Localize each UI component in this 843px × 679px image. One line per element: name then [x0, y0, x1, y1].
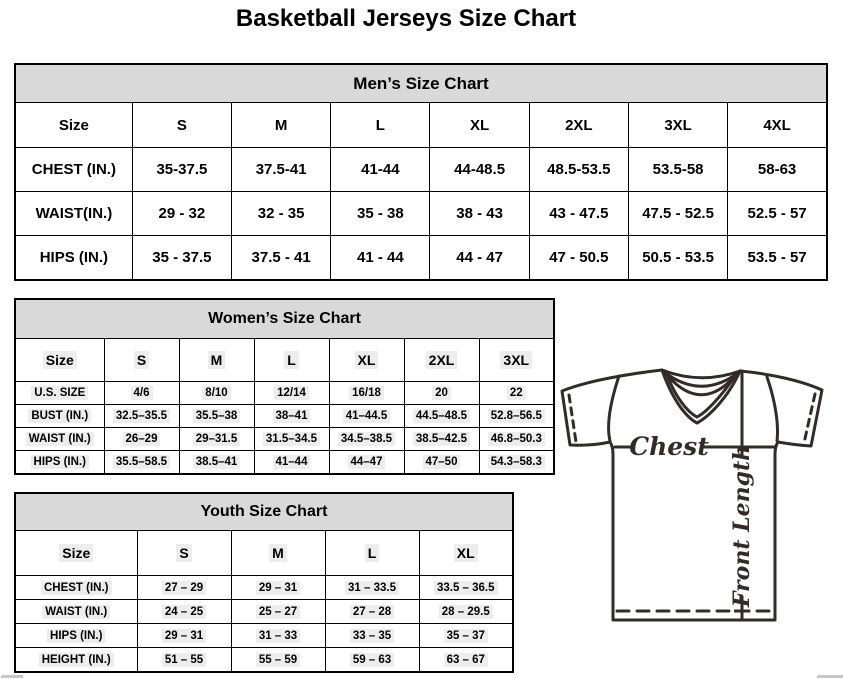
men-column-header: XL — [430, 103, 529, 148]
men-column-header: 3XL — [628, 103, 727, 148]
men-size-value: 29 - 32 — [132, 192, 231, 236]
men-row-label: CHEST (IN.) — [15, 148, 132, 192]
women-column-header: 3XL — [479, 339, 554, 382]
youth-table-row — [15, 600, 513, 624]
youth-size-value: 35 – 37 — [419, 624, 513, 648]
women-size-value: 12/14 — [254, 382, 329, 405]
men-size-value: 35-37.5 — [132, 148, 231, 192]
men-size-value: 43 - 47.5 — [529, 192, 628, 236]
youth-size-value: 31 – 33.5 — [325, 576, 419, 600]
women-column-header: M — [179, 339, 254, 382]
men-column-header: S — [132, 103, 231, 148]
youth-size-value: 29 – 31 — [231, 576, 325, 600]
women-size-value: 32.5–35.5 — [104, 405, 179, 428]
youth-size-value: 51 – 55 — [137, 648, 231, 673]
youth-row-label: WAIST (IN.) — [15, 600, 137, 624]
men-size-value: 53.5-58 — [628, 148, 727, 192]
youth-header-row — [15, 531, 513, 576]
front-length-label: Front Length — [729, 444, 755, 608]
women-row-label: U.S. SIZE — [15, 382, 104, 405]
men-size-value: 44-48.5 — [430, 148, 529, 192]
youth-size-value: 25 – 27 — [231, 600, 325, 624]
men-table-row — [15, 192, 827, 236]
women-size-value: 31.5–34.5 — [254, 428, 329, 451]
men-column-header: 2XL — [529, 103, 628, 148]
women-size-value: 41–44.5 — [329, 405, 404, 428]
men-size-value: 52.5 - 57 — [728, 192, 827, 236]
youth-row-label: HIPS (IN.) — [15, 624, 137, 648]
women-column-header: L — [254, 339, 329, 382]
youth-column-header: M — [231, 531, 325, 576]
youth-size-value: 33.5 – 36.5 — [419, 576, 513, 600]
cropped-ui-fragment-left — [1, 675, 23, 678]
women-size-value: 34.5–38.5 — [329, 428, 404, 451]
women-row-label: HIPS (IN.) — [15, 451, 104, 475]
women-size-value: 44–47 — [329, 451, 404, 475]
women-size-value: 38.5–42.5 — [404, 428, 479, 451]
youth-table-row — [15, 576, 513, 600]
men-size-value: 37.5 - 41 — [232, 236, 331, 281]
youth-size-value: 29 – 31 — [137, 624, 231, 648]
men-table-row — [15, 236, 827, 281]
women-size-value: 38.5–41 — [179, 451, 254, 475]
youth-row-label: CHEST (IN.) — [15, 576, 137, 600]
men-size-value: 38 - 43 — [430, 192, 529, 236]
youth-row-label: HEIGHT (IN.) — [15, 648, 137, 673]
jersey-measurement-diagram — [557, 358, 843, 664]
youth-size-value: 59 – 63 — [325, 648, 419, 673]
youth-table-row — [15, 648, 513, 673]
women-row-label: BUST (IN.) — [15, 405, 104, 428]
men-size-value: 50.5 - 53.5 — [628, 236, 727, 281]
youth-column-header: XL — [419, 531, 513, 576]
men-size-value: 41 - 44 — [331, 236, 430, 281]
youth-size-value: 24 – 25 — [137, 600, 231, 624]
men-size-value: 32 - 35 — [232, 192, 331, 236]
youth-size-chart-table — [14, 492, 514, 673]
youth-size-value: 28 – 29.5 — [419, 600, 513, 624]
women-size-value: 46.8–50.3 — [479, 428, 554, 451]
women-table-row — [15, 405, 554, 428]
womens-size-chart-table — [14, 298, 555, 475]
women-table-row — [15, 428, 554, 451]
women-size-value: 26–29 — [104, 428, 179, 451]
women-size-value: 41–44 — [254, 451, 329, 475]
men-size-value: 48.5-53.5 — [529, 148, 628, 192]
men-size-value: 37.5-41 — [232, 148, 331, 192]
youth-size-value: 55 – 59 — [231, 648, 325, 673]
women-column-header: S — [104, 339, 179, 382]
women-size-value: 4/6 — [104, 382, 179, 405]
youth-size-value: 33 – 35 — [325, 624, 419, 648]
men-column-header: Size — [15, 103, 132, 148]
youth-column-header: S — [137, 531, 231, 576]
women-size-value: 52.8–56.5 — [479, 405, 554, 428]
women-size-value: 38–41 — [254, 405, 329, 428]
women-size-value: 20 — [404, 382, 479, 405]
men-size-value: 47 - 50.5 — [529, 236, 628, 281]
jersey-outline — [562, 370, 822, 620]
youth-table-row — [15, 624, 513, 648]
men-size-value: 41-44 — [331, 148, 430, 192]
youth-size-value: 27 – 29 — [137, 576, 231, 600]
women-size-value: 47–50 — [404, 451, 479, 475]
women-table-row — [15, 382, 554, 405]
men-column-header: M — [232, 103, 331, 148]
chest-label: Chest — [629, 432, 709, 461]
women-size-value: 29–31.5 — [179, 428, 254, 451]
women-header-row — [15, 339, 554, 382]
women-size-value: 8/10 — [179, 382, 254, 405]
women-size-value: 35.5–38 — [179, 405, 254, 428]
men-size-value: 53.5 - 57 — [728, 236, 827, 281]
youth-size-value: 31 – 33 — [231, 624, 325, 648]
women-row-label: WAIST (IN.) — [15, 428, 104, 451]
men-row-label: WAIST(IN.) — [15, 192, 132, 236]
women-column-header: 2XL — [404, 339, 479, 382]
women-size-value: 16/18 — [329, 382, 404, 405]
women-size-value: 22 — [479, 382, 554, 405]
youth-column-header: L — [325, 531, 419, 576]
youth-size-value: 27 – 28 — [325, 600, 419, 624]
women-size-value: 54.3–58.3 — [479, 451, 554, 475]
page-title: Basketball Jerseys Size Chart — [235, 5, 577, 32]
men-size-value: 58-63 — [728, 148, 827, 192]
men-header-row — [15, 103, 827, 148]
women-size-value: 35.5–58.5 — [104, 451, 179, 475]
women-chart-title: Women’s Size Chart — [15, 299, 554, 339]
men-size-value: 44 - 47 — [430, 236, 529, 281]
youth-chart-title: Youth Size Chart — [15, 493, 513, 531]
youth-column-header: Size — [15, 531, 137, 576]
men-column-header: 4XL — [728, 103, 827, 148]
men-column-header: L — [331, 103, 430, 148]
youth-size-value: 63 – 67 — [419, 648, 513, 673]
men-row-label: HIPS (IN.) — [15, 236, 132, 281]
men-size-value: 35 - 37.5 — [132, 236, 231, 281]
men-size-value: 35 - 38 — [331, 192, 430, 236]
women-column-header: XL — [329, 339, 404, 382]
men-size-value: 47.5 - 52.5 — [628, 192, 727, 236]
men-chart-title: Men’s Size Chart — [15, 64, 827, 103]
women-column-header: Size — [15, 339, 104, 382]
women-size-value: 44.5–48.5 — [404, 405, 479, 428]
mens-size-chart-table — [14, 63, 828, 281]
cropped-ui-fragment-right — [817, 675, 843, 678]
men-table-row — [15, 148, 827, 192]
women-table-row — [15, 451, 554, 475]
